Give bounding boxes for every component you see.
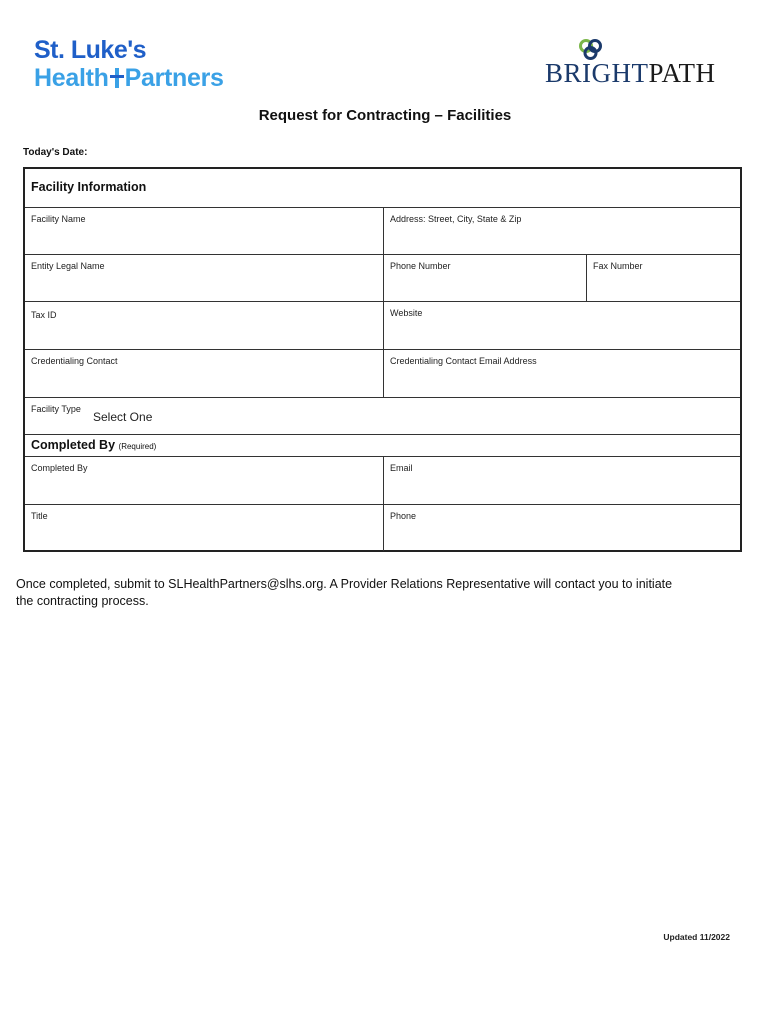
facility-information-heading: Facility Information: [31, 180, 147, 194]
address-label: Address: Street, City, State & Zip: [390, 214, 522, 224]
brightpath-part1: BRIGHT: [545, 58, 649, 88]
form-row-5: [25, 397, 740, 435]
brightpath-rings-icon: [575, 38, 609, 60]
phone-number-field[interactable]: [383, 255, 586, 302]
completed-by-header-row: [25, 434, 740, 457]
st-lukes-logo: [34, 36, 224, 92]
credentialing-email-label: Credentialing Contact Email Address: [390, 356, 537, 366]
phone-number-label: Phone Number: [390, 261, 451, 271]
form-row-1: [25, 207, 740, 255]
facility-type-label: Facility Type: [31, 404, 81, 414]
fax-number-label: Fax Number: [593, 261, 643, 271]
credentialing-email-field[interactable]: [383, 350, 740, 398]
phone-field[interactable]: [383, 505, 740, 551]
facility-type-select[interactable]: Select One: [93, 410, 153, 424]
form-row-7: [25, 504, 740, 551]
email-field[interactable]: [383, 457, 740, 505]
completed-by-label: Completed By: [31, 463, 88, 473]
title-label: Title: [31, 511, 48, 521]
page-title: Request for Contracting – Facilities: [258, 107, 512, 124]
form-row-2: [25, 254, 740, 302]
fax-number-field[interactable]: [586, 255, 740, 302]
tax-id-field[interactable]: [25, 302, 383, 350]
logo-line-2: [34, 64, 224, 92]
form-row-4: [25, 349, 740, 398]
facility-name-field[interactable]: [25, 208, 383, 255]
completed-by-heading-text: Completed By: [31, 438, 116, 452]
website-label: Website: [390, 308, 423, 318]
todays-date-label[interactable]: Today's Date:: [23, 147, 88, 158]
address-field[interactable]: [383, 208, 740, 255]
logo-health-text: Health: [34, 64, 109, 92]
brightpath-logo: [545, 38, 735, 88]
form-row-3: [25, 301, 740, 350]
logo-partners-text: Partners: [124, 64, 224, 92]
submission-note: Once completed, submit to SLHealthPartners@slhs.org. A Provider Relations Representative will contact you to initiate the contracting process.: [16, 577, 673, 608]
form-row-6: [25, 456, 740, 505]
logo-line-1: St. Luke's: [34, 36, 147, 64]
title-field[interactable]: [25, 505, 383, 551]
brightpath-part2: PATH: [648, 58, 716, 88]
cross-icon: [110, 68, 124, 88]
tax-id-label: Tax ID: [31, 310, 57, 320]
credentialing-contact-field[interactable]: [25, 350, 383, 398]
entity-legal-name-field[interactable]: [25, 255, 383, 302]
facility-form: [23, 167, 742, 552]
completed-by-field[interactable]: [25, 457, 383, 505]
completed-by-heading: [31, 438, 156, 452]
email-label: Email: [390, 463, 413, 473]
required-note: (Required): [118, 442, 157, 451]
website-field[interactable]: [383, 302, 740, 350]
brightpath-wordmark: [545, 58, 716, 89]
facility-name-label: Facility Name: [31, 214, 86, 224]
phone-label: Phone: [390, 511, 417, 521]
updated-date: Updated 11/2022: [663, 932, 730, 942]
entity-legal-name-label: Entity Legal Name: [31, 261, 105, 271]
credentialing-contact-label: Credentialing Contact: [31, 356, 118, 366]
facility-type-dropdown[interactable]: [25, 398, 740, 435]
